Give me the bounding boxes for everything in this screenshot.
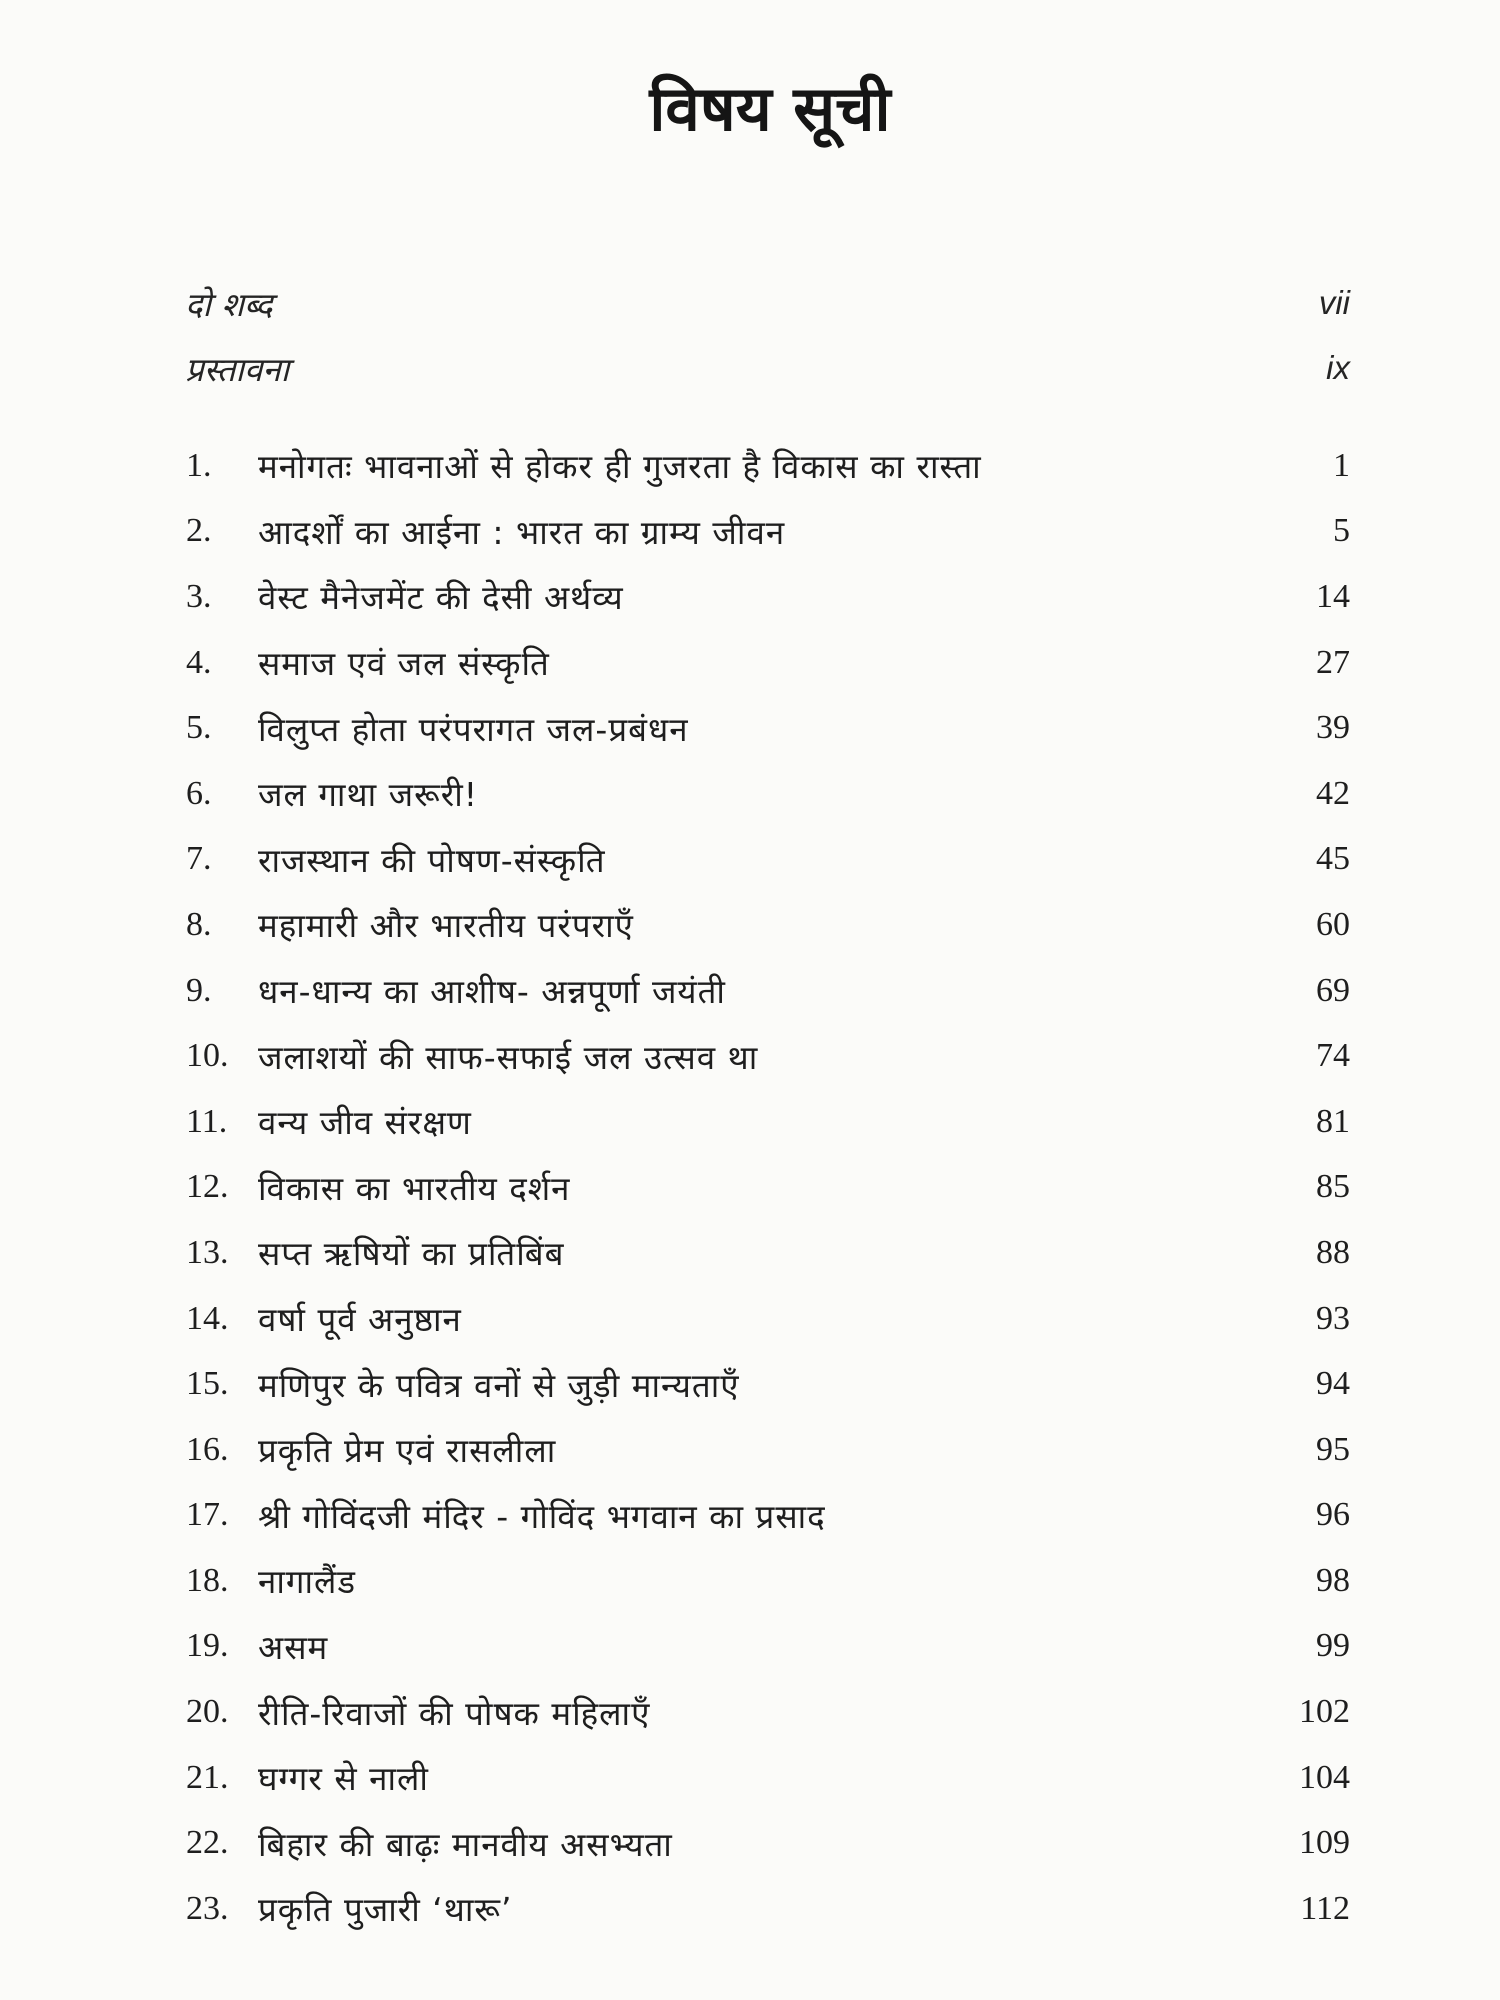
toc-entry-title: वेस्ट मैनेजमेंट की देसी अर्थव्य (258, 578, 624, 618)
toc-entry (186, 1417, 1350, 1483)
toc-entry-page: 102 (1299, 1693, 1350, 1731)
toc-entry-title: बिहार की बाढ़ः मानवीय असभ्यता (258, 1824, 673, 1864)
toc-entry-number: 3. (186, 577, 212, 615)
toc-entry (186, 1876, 1350, 1942)
toc-entry-page: 39 (1316, 709, 1350, 747)
toc-entry-title: जलाशयों की साफ-सफाई जल उत्सव था (258, 1037, 759, 1077)
toc-entry-number: 1. (186, 446, 212, 484)
front-matter-item (185, 340, 1350, 396)
toc-entry-page: 60 (1316, 905, 1350, 943)
toc-entry-page: 99 (1316, 1627, 1350, 1665)
toc-entry-number: 16. (186, 1430, 229, 1468)
table-of-contents (186, 433, 1350, 1942)
toc-entry-page: 112 (1300, 1889, 1350, 1927)
toc-entry-number: 6. (186, 774, 212, 812)
toc-entry-title: विकास का भारतीय दर्शन (258, 1168, 571, 1208)
toc-entry-title: राजस्थान की पोषण-संस्कृति (258, 840, 606, 880)
toc-entry-page: 94 (1316, 1365, 1350, 1403)
toc-entry-number: 22. (186, 1824, 229, 1862)
toc-entry-page: 1 (1333, 446, 1350, 484)
toc-entry (186, 1548, 1350, 1614)
toc-entry-page: 109 (1299, 1824, 1350, 1862)
toc-entry (186, 892, 1350, 958)
toc-entry (186, 761, 1350, 827)
toc-entry-page: 42 (1316, 774, 1350, 812)
toc-entry (186, 1745, 1350, 1811)
toc-entry-title: समाज एवं जल संस्कृति (258, 644, 550, 684)
toc-entry-title: विलुप्त होता परंपरागत जल-प्रबंधन (258, 709, 689, 749)
toc-entry (186, 1220, 1350, 1286)
front-matter-page: ix (1326, 349, 1350, 386)
toc-entry-number: 7. (186, 840, 212, 878)
toc-entry-page: 69 (1316, 971, 1350, 1009)
page-title: विषय सूची (649, 72, 891, 145)
toc-entry-page: 98 (1316, 1561, 1350, 1599)
toc-entry-title: महामारी और भारतीय परंपराएँ (258, 906, 634, 946)
toc-entry-number: 5. (186, 709, 212, 747)
toc-entry-title: मनोगतः भावनाओं से होकर ही गुजरता है विकास का रास्ता (258, 447, 982, 487)
toc-entry-number: 2. (186, 512, 212, 550)
toc-entry (186, 1483, 1350, 1549)
toc-entry (186, 1023, 1350, 1089)
toc-entry-page: 14 (1316, 577, 1350, 615)
toc-entry-number: 9. (186, 971, 212, 1009)
front-matter-item (185, 275, 1350, 331)
toc-entry-page: 88 (1316, 1233, 1350, 1271)
toc-entry (186, 1286, 1350, 1352)
toc-entry-title: धन-धान्य का आशीष- अन्नपूर्णा जयंती (258, 972, 726, 1012)
toc-entry-page: 95 (1316, 1430, 1350, 1468)
toc-entry (186, 827, 1350, 893)
toc-entry-number: 4. (186, 643, 212, 681)
toc-entry (186, 499, 1350, 565)
toc-entry-number: 14. (186, 1299, 229, 1337)
toc-entry-number: 11. (186, 1102, 228, 1140)
toc-entry-page: 85 (1316, 1168, 1350, 1206)
toc-entry-title: प्रकृति प्रेम एवं रासलीला (258, 1431, 557, 1471)
toc-entry (186, 1614, 1350, 1680)
toc-entry-page: 96 (1316, 1496, 1350, 1534)
toc-entry-number: 12. (186, 1168, 229, 1206)
toc-entry-number: 17. (186, 1496, 229, 1534)
toc-entry-title: आदर्शों का आईना : भारत का ग्राम्य जीवन (258, 512, 786, 552)
toc-entry-page: 104 (1299, 1758, 1350, 1796)
toc-entry (186, 1351, 1350, 1417)
toc-entry-title: मणिपुर के पवित्र वनों से जुड़ी मान्यताएँ (258, 1365, 740, 1405)
toc-entry-number: 15. (186, 1365, 229, 1403)
toc-entry (186, 1810, 1350, 1876)
toc-entry-page: 93 (1316, 1299, 1350, 1337)
toc-entry-title: वर्षा पूर्व अनुष्ठान (258, 1300, 462, 1340)
toc-entry (186, 564, 1350, 630)
front-matter-label: प्रस्तावना (185, 349, 290, 389)
toc-entry-title: सप्त ऋषियों का प्रतिबिंब (258, 1234, 565, 1274)
toc-entry-number: 19. (186, 1627, 229, 1665)
toc-entry-title: घग्गर से नाली (258, 1759, 429, 1799)
toc-entry (186, 1089, 1350, 1155)
toc-entry-title: वन्य जीव संरक्षण (258, 1103, 472, 1143)
toc-entry-number: 13. (186, 1233, 229, 1271)
toc-entry (186, 958, 1350, 1024)
toc-entry-number: 8. (186, 905, 212, 943)
toc-entry (186, 1155, 1350, 1221)
front-matter-label: दो शब्द (185, 284, 273, 324)
toc-entry-page: 5 (1333, 512, 1350, 550)
toc-entry-number: 23. (186, 1889, 229, 1927)
toc-entry (186, 1679, 1350, 1745)
toc-entry-title: जल गाथा जरूरी! (258, 775, 478, 815)
toc-entry-title: प्रकृति पुजारी ‘थारू’ (258, 1890, 513, 1930)
toc-entry-number: 10. (186, 1037, 229, 1075)
toc-entry-title: असम (258, 1627, 329, 1667)
toc-entry-page: 74 (1316, 1037, 1350, 1075)
front-matter-page: vii (1318, 284, 1350, 321)
toc-entry-number: 20. (186, 1693, 229, 1731)
toc-entry-page: 81 (1316, 1102, 1350, 1140)
toc-entry-number: 21. (186, 1758, 229, 1796)
toc-entry-number: 18. (186, 1561, 229, 1599)
toc-entry-title: रीति-रिवाजों की पोषक महिलाएँ (258, 1693, 651, 1733)
toc-entry (186, 433, 1350, 499)
toc-entry (186, 695, 1350, 761)
toc-entry-title: नागालैंड (258, 1562, 357, 1602)
toc-entry-page: 27 (1316, 643, 1350, 681)
toc-entry (186, 630, 1350, 696)
toc-entry-title: श्री गोविंदजी मंदिर - गोविंद भगवान का प्रसाद (258, 1496, 826, 1536)
toc-entry-page: 45 (1316, 840, 1350, 878)
